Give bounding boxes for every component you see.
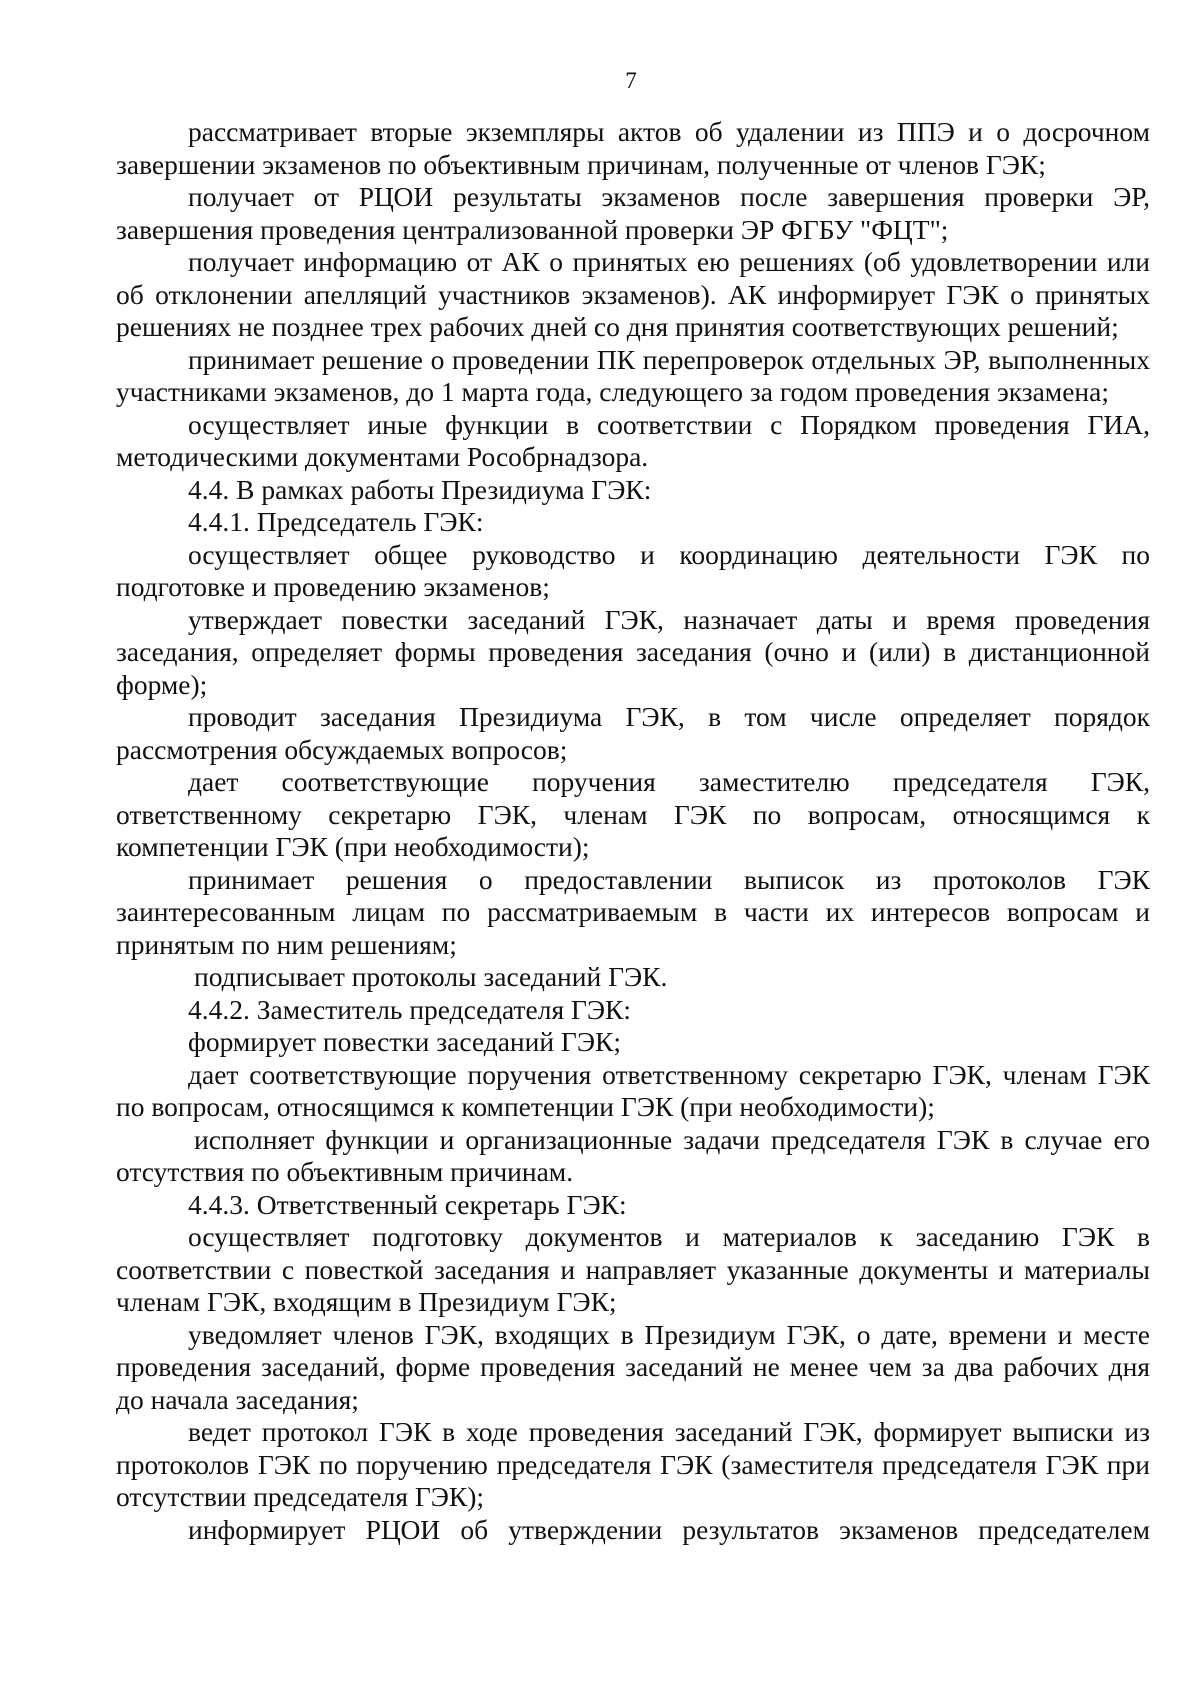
paragraph-prepare-documents: осуществляет подготовку документов и материалов к заседанию ГЭК в соответствии с повесткой заседания и направляет указанные документы и материалы членам ГЭК, входящим в Президиум ГЭК; xyxy=(116,1221,1150,1317)
section-heading-4-4-3: 4.4.3. Ответственный секретарь ГЭК: xyxy=(188,1188,627,1220)
paragraph-extract-decisions: принимает решения о предоставлении выписок из протоколов ГЭК заинтересованным лицам по рассматриваемым в части их интересов вопросам и принятым по ним решениям; xyxy=(116,863,1150,960)
paragraph-appeal-info: получает информацию от АК о принятых ею решениях (об удовлетворении или об отклонении апелляций участников экзаменов). АК информирует ГЭК о принятых решениях не позднее трех рабочих дней со дня принятия соответствующих решений; xyxy=(116,246,1150,342)
paragraph-notify-members: уведомляет членов ГЭК, входящих в Президиум ГЭК, о дате, времени и месте проведения заседаний, форме проведения заседаний не менее чем за два рабочих дня до начала заседания; xyxy=(116,1318,1150,1415)
paragraph-other-functions: осуществляет иные функции в соответствии с Порядком проведения ГИА, методическими документами Рособрнадзора. xyxy=(116,408,1150,472)
paragraph-inform-rcoi: информирует РЦОИ об утверждении результатов экзаменов председателем xyxy=(188,1513,1150,1545)
section-heading-4-4: 4.4. В рамках работы Президиума ГЭК: xyxy=(188,473,652,505)
paragraph-form-agendas: формирует повестки заседаний ГЭК; xyxy=(188,1026,621,1057)
paragraph-conduct-meetings: проводит заседания Президиума ГЭК, в том числе определяет порядок рассмотрения обсуждаемых вопросов; xyxy=(116,701,1150,765)
section-heading-4-4-1: 4.4.1. Председатель ГЭК: xyxy=(188,506,484,537)
section-heading-4-4-2: 4.4.2. Заместитель председателя ГЭК: xyxy=(188,993,632,1025)
paragraph-review-removal-acts: рассматривает вторые экземпляры актов об удалении из ППЭ и о досрочном завершении экзаменов по объективным причинам, полученные от членов ГЭК; xyxy=(116,116,1150,180)
document-body xyxy=(116,116,1150,1546)
paragraph-deputy-duties: исполняет функции и организационные задачи председателя ГЭК в случае его отсутствия по объективным причинам. xyxy=(116,1123,1150,1187)
paragraph-recheck-decision: принимает решение о проведении ПК перепроверок отдельных ЭР, выполненных участниками экзаменов, до 1 марта года, следующего за годом проведения экзамена; xyxy=(116,343,1150,407)
page-number: 7 xyxy=(625,68,637,93)
paragraph-deputy-instructions: дает соответствующие поручения ответственному секретарю ГЭК, членам ГЭК по вопросам, относящимся к компетенции ГЭК (при необходимости); xyxy=(116,1058,1150,1122)
paragraph-keep-protocol: ведет протокол ГЭК в ходе проведения заседаний ГЭК, формирует выписки из протоколов ГЭК по поручению председателя ГЭК (заместителя председателя ГЭК при отсутствии председателя ГЭК); xyxy=(116,1416,1150,1512)
paragraph-approve-agendas: утверждает повестки заседаний ГЭК, назначает даты и время проведения заседания, определяет формы проведения заседания (очно и (или) в дистанционной форме); xyxy=(116,603,1150,700)
paragraph-give-instructions: дает соответствующие поручения заместителю председателя ГЭК, ответственному секретарю ГЭК, членам ГЭК по вопросам, относящимся к компетенции ГЭК (при необходимости); xyxy=(116,766,1150,862)
paragraph-receive-results: получает от РЦОИ результаты экзаменов после завершения проверки ЭР, завершения проведения централизованной проверки ЭР ФГБУ "ФЦТ"; xyxy=(116,181,1150,245)
paragraph-sign-protocols: подписывает протоколы заседаний ГЭК. xyxy=(194,961,668,992)
paragraph-general-management: осуществляет общее руководство и координацию деятельности ГЭК по подготовке и проведению экзаменов; xyxy=(116,538,1150,602)
